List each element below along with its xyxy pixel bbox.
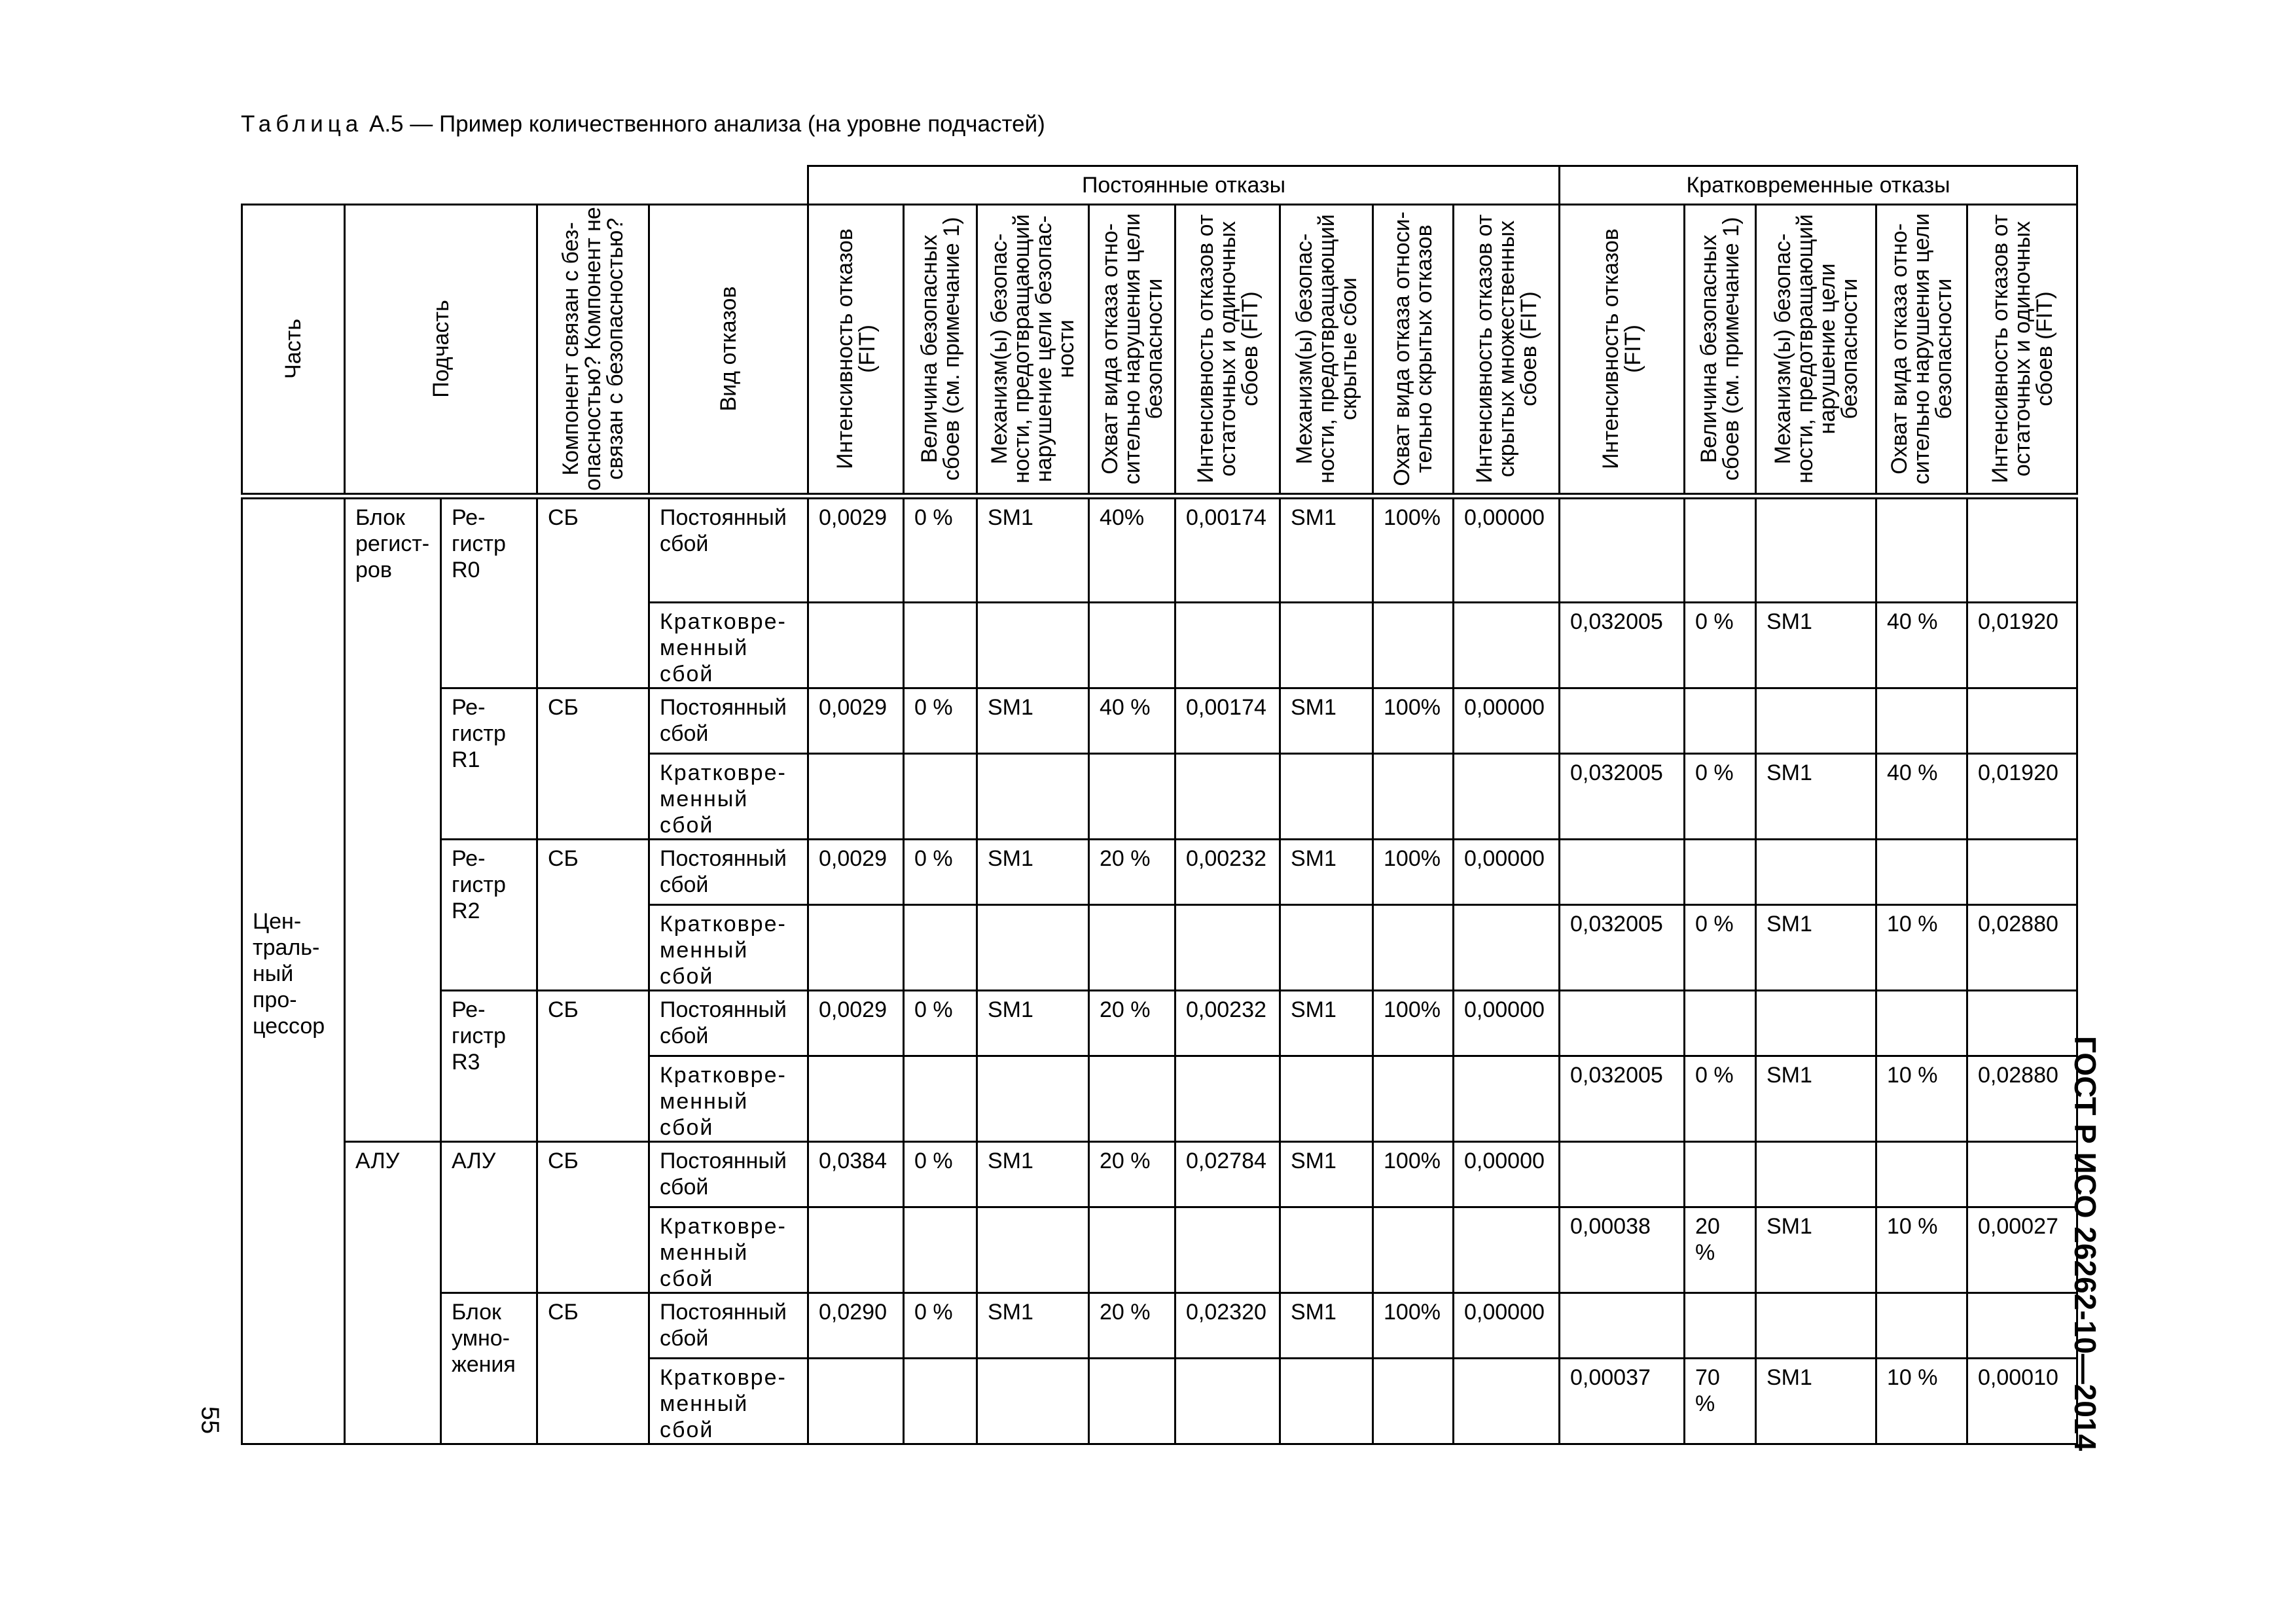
empty-cell [1560,496,1685,603]
trans-residual-cell: 0,00010 [1967,1359,2077,1444]
col-header-perm-residual-text: Интенсивность отказов от остаточных и одиночных сбоев (FIT) [1193,214,1263,484]
perm-safe-cell: 0 % [904,496,977,603]
col-header-trans-rate-text: Интенсивность отказов (FIT) [1598,228,1645,470]
empty-cell [1280,1056,1373,1142]
empty-cell [808,1359,904,1444]
perm-mechanism-cell: SM1 [977,1293,1089,1359]
part-cell: Цен-траль-ный про-цессор [242,496,345,1444]
empty-cell [1876,840,1967,905]
col-header-perm-latent-mechanism [1280,205,1373,496]
subpart-cell: АЛУ [441,1142,537,1293]
empty-cell [1967,1142,2077,1207]
empty-cell [904,905,977,991]
col-header-perm-safe [904,205,977,496]
empty-cell [1373,1359,1454,1444]
failure-mode-cell: Кратковре-менный сбой [649,1207,808,1293]
empty-cell [1756,496,1876,603]
empty-cell [1175,1207,1280,1293]
perm-residual-cell: 0,00174 [1175,688,1280,754]
empty-cell [1876,991,1967,1056]
perm-coverage-cell: 20 % [1089,840,1175,905]
perm-rate-cell: 0,0029 [808,688,904,754]
empty-cell [808,754,904,840]
empty-cell [808,1207,904,1293]
col-header-subpart-text: Подчасть [428,300,454,398]
empty-cell [1560,991,1685,1056]
col-header-part-text: Часть [281,319,306,380]
analysis-table [241,165,2078,1445]
col-header-component-text: Компонент связан с без-опасностью? Компонент не связан с безопасностью? [558,207,628,491]
subpart-cell: Ре-гистр R3 [441,991,537,1142]
empty-cell [1454,603,1560,688]
empty-cell [904,1207,977,1293]
col-header-perm-safe-text: Величина безопасных сбоев (см. примечание 1) [916,217,964,481]
empty-cell [1089,1359,1175,1444]
perm-safe-cell: 0 % [904,688,977,754]
trans-residual-cell: 0,01920 [1967,603,2077,688]
perm-rate-cell: 0,0384 [808,1142,904,1207]
perm-latent-mechanism-cell: SM1 [1280,1293,1373,1359]
perm-rate-cell: 0,0029 [808,496,904,603]
perm-latent-coverage-cell: 100% [1373,1142,1454,1207]
permanent-failures-header: Постоянные отказы [808,166,1560,205]
empty-cell [1089,603,1175,688]
failure-mode-cell: Кратковре-менный сбой [649,603,808,688]
empty-cell [1373,905,1454,991]
trans-mechanism-cell: SM1 [1756,1056,1876,1142]
empty-cell [1967,496,2077,603]
perm-residual-cell: 0,00174 [1175,496,1280,603]
empty-cell [1560,688,1685,754]
empty-cell [1685,496,1756,603]
empty-cell [1175,603,1280,688]
empty-cell [904,1056,977,1142]
table-row [242,1293,2077,1359]
trans-rate-cell: 0,032005 [1560,603,1685,688]
failure-mode-cell: Кратковре-менный сбой [649,905,808,991]
col-header-trans-residual [1967,205,2077,496]
col-header-trans-safe-text: Величина безопасных сбоев (см. примечание 1) [1696,217,1744,481]
perm-residual-cell: 0,00232 [1175,840,1280,905]
col-header-perm-latent-rate [1454,205,1560,496]
empty-cell [1876,688,1967,754]
col-header-component [537,205,649,496]
col-header-perm-rate [808,205,904,496]
perm-mechanism-cell: SM1 [977,496,1089,603]
perm-latent-rate-cell: 0,00000 [1454,991,1560,1056]
perm-latent-coverage-cell: 100% [1373,496,1454,603]
failure-mode-cell: Постоянный сбой [649,991,808,1056]
empty-cell [1175,1359,1280,1444]
trans-coverage-cell: 40 % [1876,603,1967,688]
failure-mode-cell: Кратковре-менный сбой [649,754,808,840]
empty-cell [1089,905,1175,991]
perm-latent-mechanism-cell: SM1 [1280,991,1373,1056]
col-header-perm-mechanism [977,205,1089,496]
caption-text: А.5 — Пример количественного анализа (на уровне подчастей) [368,111,1045,137]
trans-residual-cell: 0,00027 [1967,1207,2077,1293]
perm-coverage-cell: 20 % [1089,991,1175,1056]
component-cell: СБ [537,496,649,688]
perm-latent-rate-cell: 0,00000 [1454,1293,1560,1359]
empty-cell [977,1207,1089,1293]
trans-coverage-cell: 10 % [1876,1359,1967,1444]
empty-cell [1560,840,1685,905]
col-header-perm-rate-text: Интенсивность отказов (FIT) [832,228,880,470]
perm-latent-coverage-cell: 100% [1373,991,1454,1056]
empty-cell [1560,1293,1685,1359]
perm-latent-coverage-cell: 100% [1373,688,1454,754]
perm-coverage-cell: 20 % [1089,1142,1175,1207]
component-cell: СБ [537,1293,649,1444]
perm-residual-cell: 0,00232 [1175,991,1280,1056]
empty-cell [977,1359,1089,1444]
trans-mechanism-cell: SM1 [1756,754,1876,840]
col-header-trans-residual-text: Интенсивность отказов от остаточных и одиночных сбоев (FIT) [1987,214,2057,484]
perm-mechanism-cell: SM1 [977,688,1089,754]
empty-cell [1876,1142,1967,1207]
component-cell: СБ [537,991,649,1142]
perm-rate-cell: 0,0029 [808,840,904,905]
trans-mechanism-cell: SM1 [1756,905,1876,991]
col-header-perm-mechanism-text: Механизм(ы) безопас-ности, предотвращающий нарушение цели безопас-ности [987,214,1079,484]
empty-cell [1175,754,1280,840]
empty-cell [1373,603,1454,688]
empty-cell [1280,754,1373,840]
empty-cell [1967,991,2077,1056]
trans-safe-cell: 20 % [1685,1207,1756,1293]
empty-cell [1373,1056,1454,1142]
subpart-group-cell: АЛУ [345,1142,441,1444]
empty-cell [1685,991,1756,1056]
table-row [242,840,2077,905]
empty-cell [808,603,904,688]
col-header-perm-latent-mechanism-text: Механизм(ы) безопас-ности, предотвращающий скрытые сбои [1291,214,1361,484]
empty-cell [904,603,977,688]
failure-mode-cell: Кратковре-менный сбой [649,1056,808,1142]
trans-safe-cell: 0 % [1685,1056,1756,1142]
col-header-perm-coverage [1089,205,1175,496]
empty-cell [1175,905,1280,991]
col-header-perm-residual [1175,205,1280,496]
empty-cell [1685,1142,1756,1207]
trans-safe-cell: 0 % [1685,754,1756,840]
trans-safe-cell: 0 % [1685,603,1756,688]
perm-safe-cell: 0 % [904,1142,977,1207]
perm-latent-rate-cell: 0,00000 [1454,840,1560,905]
empty-cell [1373,1207,1454,1293]
empty-cell [1756,1293,1876,1359]
failure-mode-cell: Постоянный сбой [649,840,808,905]
perm-rate-cell: 0,0029 [808,991,904,1056]
table-row [242,1142,2077,1207]
empty-cell [1685,688,1756,754]
table-row [242,688,2077,754]
perm-mechanism-cell: SM1 [977,840,1089,905]
col-header-trans-mechanism [1756,205,1876,496]
trans-coverage-cell: 40 % [1876,754,1967,840]
col-header-part [242,205,345,496]
col-header-perm-latent-coverage [1373,205,1454,496]
perm-latent-mechanism-cell: SM1 [1280,688,1373,754]
empty-cell [1685,840,1756,905]
empty-cell [808,1056,904,1142]
empty-cell [1454,1359,1560,1444]
failure-mode-cell: Постоянный сбой [649,1142,808,1207]
col-header-failure-mode [649,205,808,496]
empty-cell [1089,754,1175,840]
trans-coverage-cell: 10 % [1876,1056,1967,1142]
perm-coverage-cell: 20 % [1089,1293,1175,1359]
col-header-trans-rate [1560,205,1685,496]
empty-cell [977,1056,1089,1142]
subpart-cell: Ре-гистр R1 [441,688,537,840]
trans-residual-cell: 0,01920 [1967,754,2077,840]
trans-rate-cell: 0,032005 [1560,905,1685,991]
caption-prefix: Таблица [241,111,363,137]
empty-cell [1175,1056,1280,1142]
table-row [242,496,2077,603]
perm-latent-mechanism-cell: SM1 [1280,1142,1373,1207]
perm-safe-cell: 0 % [904,991,977,1056]
empty-cell [1454,905,1560,991]
col-header-trans-coverage [1876,205,1967,496]
empty-cell [1454,1207,1560,1293]
empty-cell [1756,991,1876,1056]
col-header-perm-latent-coverage-text: Охват вида отказа относи-тельно скрытых отказов [1390,211,1437,487]
perm-residual-cell: 0,02784 [1175,1142,1280,1207]
trans-coverage-cell: 10 % [1876,905,1967,991]
trans-rate-cell: 0,032005 [1560,754,1685,840]
component-cell: СБ [537,1142,649,1293]
trans-mechanism-cell: SM1 [1756,1359,1876,1444]
component-cell: СБ [537,688,649,840]
empty-cell [1876,1293,1967,1359]
empty-cell [1756,840,1876,905]
perm-latent-mechanism-cell: SM1 [1280,840,1373,905]
subpart-cell: Блок умно-жения [441,1293,537,1444]
empty-cell [1454,1056,1560,1142]
empty-cell [1089,1207,1175,1293]
perm-latent-coverage-cell: 100% [1373,1293,1454,1359]
trans-safe-cell: 70 % [1685,1359,1756,1444]
empty-cell [904,1359,977,1444]
empty-cell [1876,496,1967,603]
col-header-trans-coverage-text: Охват вида отказа отно-сительно нарушения цели безопасности [1887,213,1956,485]
transient-failures-header: Кратковременные отказы [1560,166,2077,205]
failure-mode-cell: Постоянный сбой [649,496,808,603]
perm-coverage-cell: 40 % [1089,688,1175,754]
empty-cell [1967,688,2077,754]
col-header-perm-latent-rate-text: Интенсивность отказов от скрытых множественных сбоев (FIT) [1471,214,1541,484]
empty-cell [1280,603,1373,688]
empty-cell [977,754,1089,840]
perm-latent-coverage-cell: 100% [1373,840,1454,905]
perm-latent-rate-cell: 0,00000 [1454,1142,1560,1207]
perm-safe-cell: 0 % [904,840,977,905]
perm-mechanism-cell: SM1 [977,991,1089,1056]
group-header-row [242,166,2077,205]
empty-cell [977,603,1089,688]
perm-residual-cell: 0,02320 [1175,1293,1280,1359]
failure-mode-cell: Постоянный сбой [649,688,808,754]
perm-latent-rate-cell: 0,00000 [1454,688,1560,754]
perm-rate-cell: 0,0290 [808,1293,904,1359]
table-row [242,991,2077,1056]
col-header-failure-mode-text: Вид отказов [716,286,741,412]
empty-cell [1373,754,1454,840]
subpart-cell: Ре-гистр R2 [441,840,537,991]
trans-coverage-cell: 10 % [1876,1207,1967,1293]
empty-cell [1280,905,1373,991]
empty-cell [1280,1207,1373,1293]
empty-cell [1756,1142,1876,1207]
col-header-subpart [345,205,537,496]
blank-corner [242,166,808,205]
failure-mode-cell: Постоянный сбой [649,1293,808,1359]
trans-rate-cell: 0,00038 [1560,1207,1685,1293]
trans-safe-cell: 0 % [1685,905,1756,991]
perm-coverage-cell: 40% [1089,496,1175,603]
subpart-cell: Ре-гистр R0 [441,496,537,688]
empty-cell [977,905,1089,991]
subpart-group-cell: Блок регист-ров [345,496,441,1142]
perm-latent-rate-cell: 0,00000 [1454,496,1560,603]
trans-rate-cell: 0,032005 [1560,1056,1685,1142]
trans-rate-cell: 0,00037 [1560,1359,1685,1444]
document-side-title: ГОСТ Р ИСО 26262-10—2014 [2068,1035,2102,1452]
trans-mechanism-cell: SM1 [1756,1207,1876,1293]
table-caption [241,111,1045,137]
trans-residual-cell: 0,02880 [1967,1056,2077,1142]
col-header-trans-safe [1685,205,1756,496]
trans-residual-cell: 0,02880 [1967,905,2077,991]
failure-mode-cell: Кратковре-менный сбой [649,1359,808,1444]
empty-cell [1756,688,1876,754]
col-header-perm-coverage-text: Охват вида отказа отно-сительно нарушения цели безопасности [1097,213,1167,485]
perm-mechanism-cell: SM1 [977,1142,1089,1207]
empty-cell [1089,1056,1175,1142]
col-header-trans-mechanism-text: Механизм(ы) безопас-ности, предотвращающий нарушение цели безопасности [1770,214,1862,484]
empty-cell [1280,1359,1373,1444]
perm-latent-mechanism-cell: SM1 [1280,496,1373,603]
component-cell: СБ [537,840,649,991]
empty-cell [1967,840,2077,905]
empty-cell [1454,754,1560,840]
column-header-row [242,205,2077,496]
empty-cell [1560,1142,1685,1207]
empty-cell [808,905,904,991]
empty-cell [1685,1293,1756,1359]
trans-mechanism-cell: SM1 [1756,603,1876,688]
empty-cell [904,754,977,840]
page-number: 55 [196,1406,224,1435]
empty-cell [1967,1293,2077,1359]
perm-safe-cell: 0 % [904,1293,977,1359]
